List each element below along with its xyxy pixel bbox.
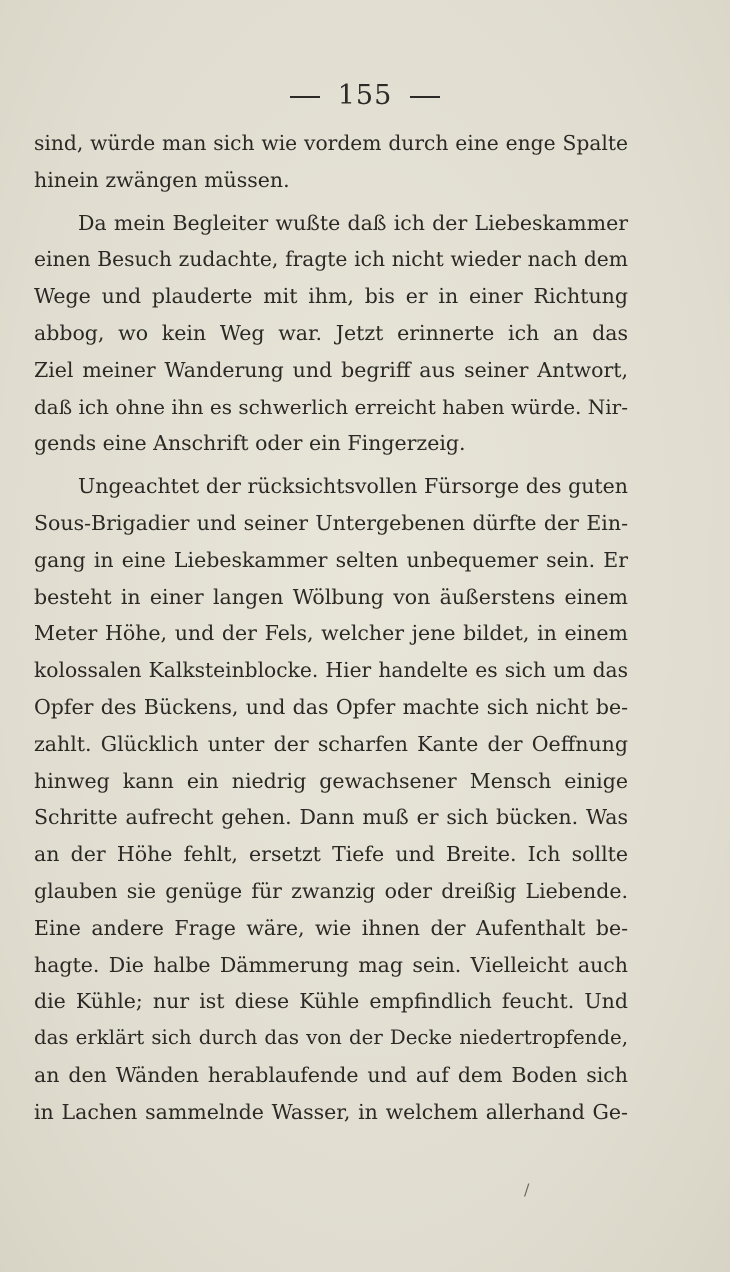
text-line: das erklärt sich durch das von der Decke niedertropfende, bbox=[34, 1026, 628, 1050]
page-number: 155 bbox=[337, 80, 393, 111]
text-line: Wege und plauderte mit ihm, bis er in einer Richtung bbox=[34, 284, 628, 309]
text-line: Schritte aufrecht gehen. Dann muß er sich bücken. Was bbox=[34, 805, 628, 830]
text-line: die Kühle; nur ist diese Kühle empfindlich feucht. Und bbox=[34, 989, 628, 1014]
text-line: kolossalen Kalksteinblocke. Hier handelte es sich um das bbox=[34, 658, 628, 683]
text-line: abbog, wo kein Weg war. Jetzt erinnerte ich an das bbox=[34, 320, 628, 345]
text-line: Eine andere Frage wäre, wie ihnen der Aufenthalt be- bbox=[34, 915, 628, 940]
paragraph-1 bbox=[34, 125, 628, 199]
body-text bbox=[34, 125, 628, 1131]
paragraph-2 bbox=[34, 205, 628, 463]
text-line: zahlt. Glücklich unter der scharfen Kante der Oeffnung bbox=[34, 731, 628, 756]
text-line: Sous-Brigadier und seiner Untergebenen dürfte der Ein- bbox=[34, 510, 628, 535]
text-line: sind, würde man sich wie vordem durch eine enge Spalte bbox=[34, 131, 628, 155]
text-line: gang in eine Liebeskammer selten unbequemer sein. Er bbox=[34, 547, 628, 572]
text-line: an den Wänden herablaufende und auf dem Boden sich bbox=[34, 1062, 628, 1087]
text-line: Meter Höhe, und der Fels, welcher jene bildet, in einem bbox=[34, 621, 628, 646]
text-line: besteht in einer langen Wölbung von äußerstens einem bbox=[34, 584, 628, 609]
text-line: an der Höhe fehlt, ersetzt Tiefe und Breite. Ich sollte bbox=[34, 842, 628, 867]
text-line: hinweg kann ein niedrig gewachsener Mensch einige bbox=[34, 768, 628, 793]
page-header bbox=[0, 80, 730, 111]
header-dash-left bbox=[290, 96, 320, 98]
text-line: hagte. Die halbe Dämmerung mag sein. Vielleicht auch bbox=[34, 952, 628, 977]
text-line: in Lachen sammelnde Wasser, in welchem allerhand Ge- bbox=[34, 1099, 628, 1124]
text-line: Ungeachtet der rücksichtsvollen Fürsorge des guten bbox=[78, 474, 628, 499]
text-line: Da mein Begleiter wußte daß ich der Liebeskammer bbox=[78, 210, 628, 235]
text-line: Ziel meiner Wanderung und begriff aus seiner Antwort, bbox=[34, 357, 628, 382]
text-line: daß ich ohne ihn es schwerlich erreicht haben würde. Nir- bbox=[34, 394, 628, 419]
text-line: gends eine Anschrift oder ein Fingerzeig. bbox=[34, 431, 466, 456]
text-line: glauben sie genüge für zwanzig oder dreißig Liebende. bbox=[34, 878, 628, 903]
text-line: einen Besuch zudachte, fragte ich nicht wieder nach dem bbox=[34, 247, 628, 272]
text-line: Opfer des Bückens, und das Opfer machte sich nicht be- bbox=[34, 694, 628, 719]
paragraph-3 bbox=[34, 468, 628, 1130]
header-dash-right bbox=[410, 96, 440, 98]
text-line: hinein zwängen müssen. bbox=[34, 167, 290, 192]
paper-speck: / bbox=[524, 1180, 530, 1199]
